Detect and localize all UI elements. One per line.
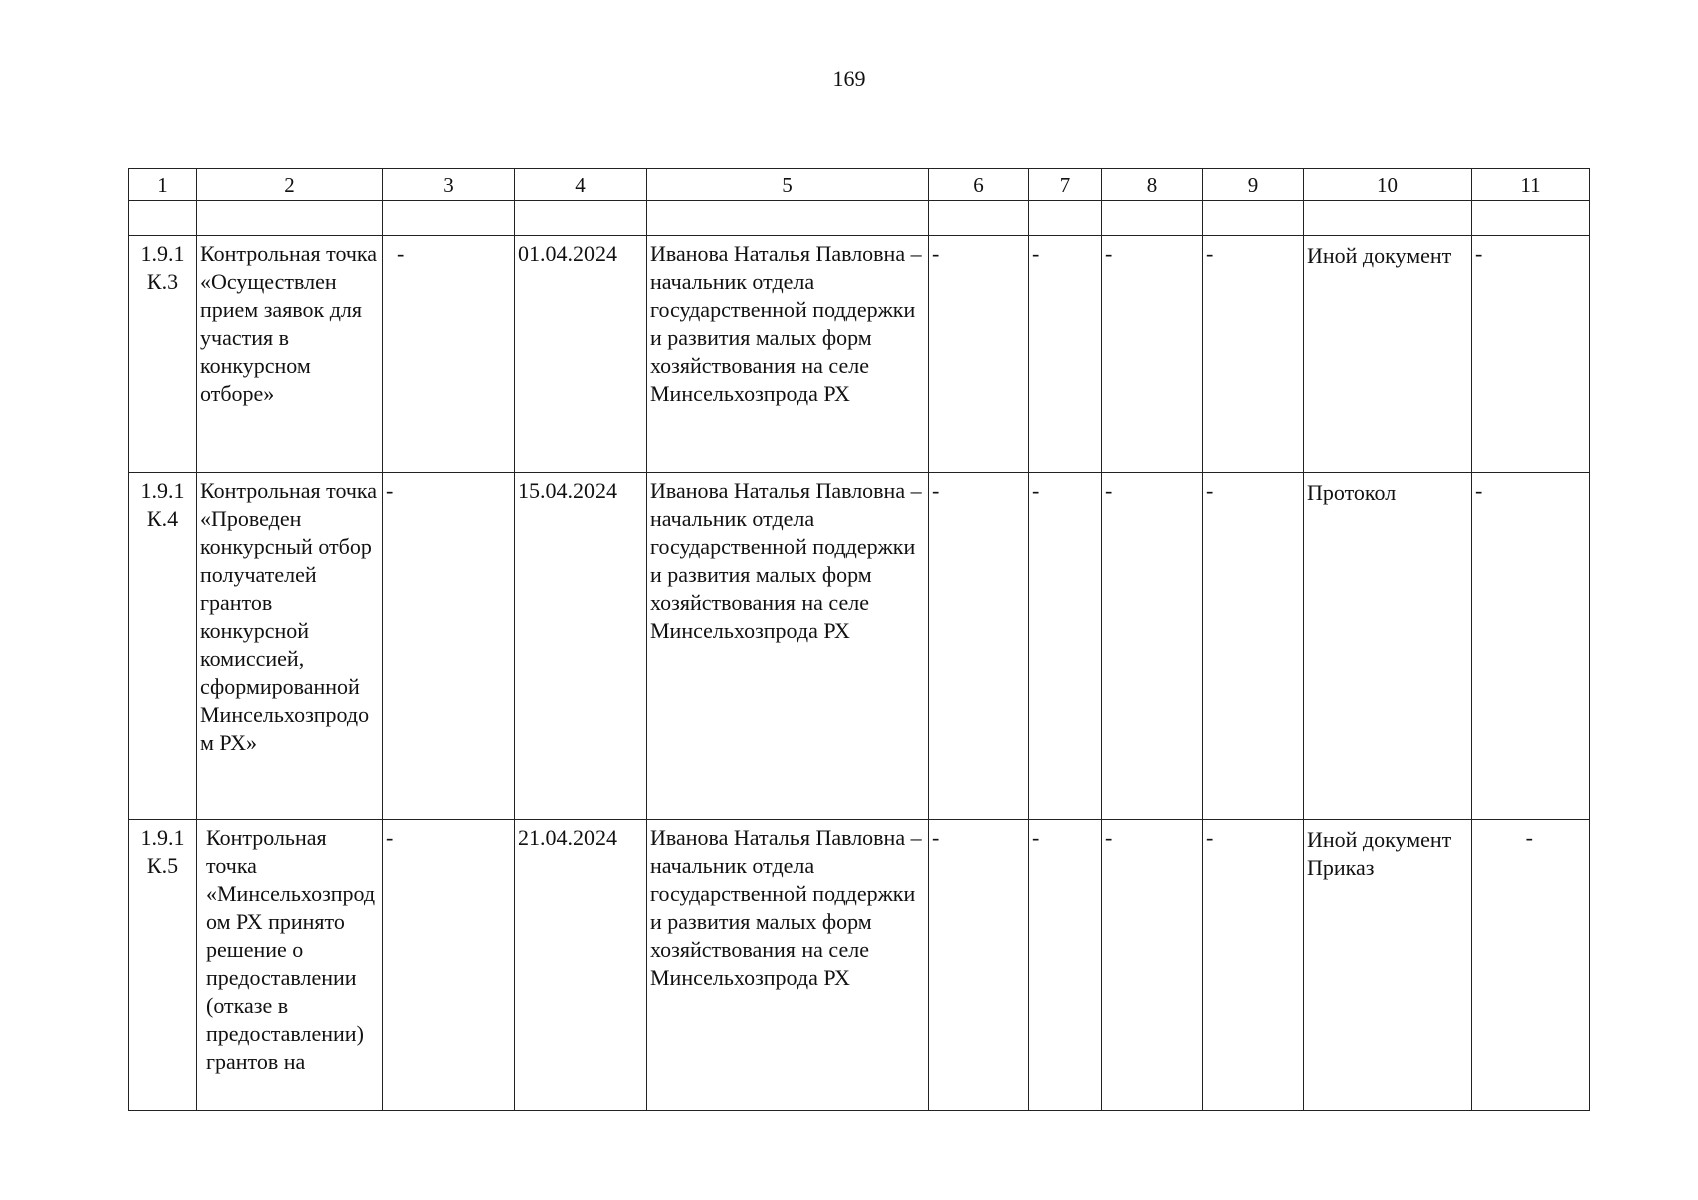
row-code: К.3 <box>146 269 179 294</box>
blank-cell <box>1203 201 1304 236</box>
blank-cell <box>1029 201 1102 236</box>
document-type: Иной документ <box>1307 243 1452 268</box>
col6-value: - <box>929 236 1029 473</box>
row-number-cell <box>129 473 197 820</box>
control-point-name: Контрольная точка «Минсельхозпродом РХ принято решение о предоставлении (отказе в предоставлении) грантов на <box>197 820 383 1111</box>
responsible-person: Иванова Наталья Павловна – начальник отдела государственной поддержки и развития малых форм хозяйствования на селе Минсельхозпрода РХ <box>647 820 929 1111</box>
header-cell: 11 <box>1472 169 1590 201</box>
blank-cell <box>647 201 929 236</box>
header-cell: 3 <box>383 169 515 201</box>
control-point-name: Контрольная точка «Осуществлен прием заявок для участия в конкурсном отборе» <box>197 236 383 473</box>
col7-value: - <box>1029 820 1102 1111</box>
blank-cell <box>1472 201 1590 236</box>
header-cell: 10 <box>1304 169 1472 201</box>
table-row <box>129 820 1590 1111</box>
table-row <box>129 473 1590 820</box>
col11-value: - <box>1472 473 1590 820</box>
row-number-cell <box>129 820 197 1111</box>
row-number: 1.9.1 <box>140 241 185 266</box>
header-cell: 8 <box>1102 169 1203 201</box>
col3-value: - <box>383 473 515 820</box>
blank-cell <box>129 201 197 236</box>
row-code: К.5 <box>146 853 179 878</box>
table-row <box>129 236 1590 473</box>
document-type-extra: Приказ <box>1307 855 1375 880</box>
header-cell: 5 <box>647 169 929 201</box>
row-code: К.4 <box>146 506 179 531</box>
blank-cell <box>1102 201 1203 236</box>
blank-cell <box>929 201 1029 236</box>
col3-value: - <box>383 236 515 473</box>
header-row <box>129 169 1590 201</box>
document-type: Иной документ <box>1307 827 1452 852</box>
date-value: 21.04.2024 <box>515 820 647 1111</box>
control-point-name: Контрольная точка «Проведен конкурсный отбор получателей грантов конкурсной комиссией, сформированной Минсельхозпродом РХ» <box>197 473 383 820</box>
blank-cell <box>383 201 515 236</box>
document-type-cell <box>1304 820 1472 1111</box>
blank-cell <box>1304 201 1472 236</box>
col11-value: - <box>1472 820 1590 1111</box>
page-number: 169 <box>832 66 866 91</box>
row-number: 1.9.1 <box>140 478 185 503</box>
col7-value: - <box>1029 473 1102 820</box>
col9-value: - <box>1203 473 1304 820</box>
col6-value: - <box>929 820 1029 1111</box>
blank-cell <box>515 201 647 236</box>
responsible-person: Иванова Наталья Павловна – начальник отдела государственной поддержки и развития малых форм хозяйствования на селе Минсельхозпрода РХ <box>647 473 929 820</box>
col8-value: - <box>1102 473 1203 820</box>
date-value: 01.04.2024 <box>515 236 647 473</box>
header-cell: 2 <box>197 169 383 201</box>
blank-row <box>129 201 1590 236</box>
col9-value: - <box>1203 820 1304 1111</box>
col9-value: - <box>1203 236 1304 473</box>
date-value: 15.04.2024 <box>515 473 647 820</box>
document-type: Протокол <box>1307 480 1397 505</box>
control-points-table <box>128 168 1590 1111</box>
header-cell: 7 <box>1029 169 1102 201</box>
document-type-cell <box>1304 473 1472 820</box>
header-cell: 4 <box>515 169 647 201</box>
col11-value: - <box>1472 236 1590 473</box>
row-number-cell <box>129 236 197 473</box>
col8-value: - <box>1102 236 1203 473</box>
row-number: 1.9.1 <box>140 825 185 850</box>
col8-value: - <box>1102 820 1203 1111</box>
col7-value: - <box>1029 236 1102 473</box>
col6-value: - <box>929 473 1029 820</box>
blank-cell <box>197 201 383 236</box>
document-type-cell <box>1304 236 1472 473</box>
header-cell: 6 <box>929 169 1029 201</box>
header-cell: 1 <box>129 169 197 201</box>
col3-value: - <box>383 820 515 1111</box>
header-cell: 9 <box>1203 169 1304 201</box>
responsible-person: Иванова Наталья Павловна – начальник отдела государственной поддержки и развития малых форм хозяйствования на селе Минсельхозпрода РХ <box>647 236 929 473</box>
